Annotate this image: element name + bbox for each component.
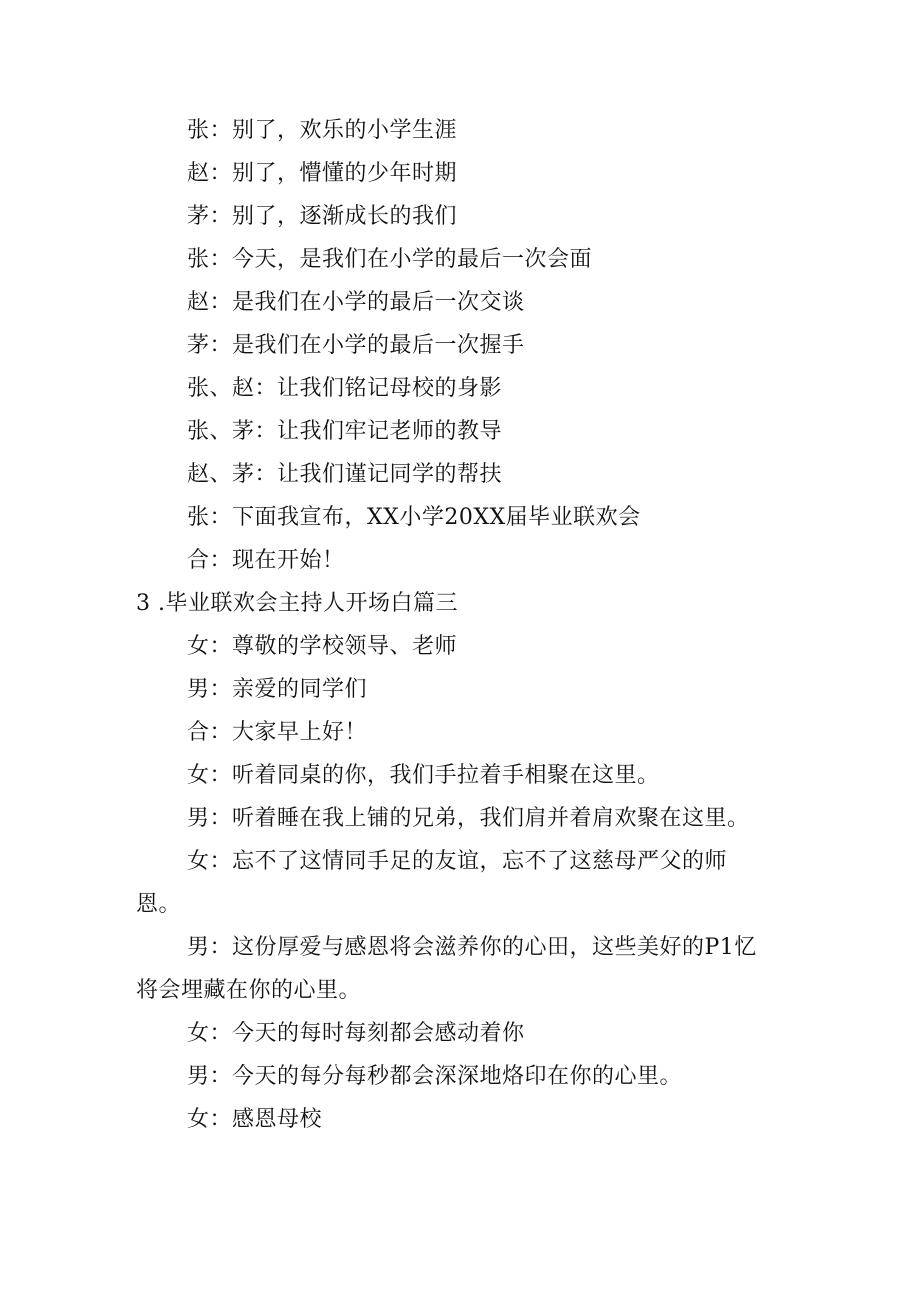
dialogue-continuation: 将会埋藏在你的心里。	[136, 978, 362, 1003]
dialogue-line: 女：忘不了这情同手足的友谊，忘不了这慈母严父的师	[187, 849, 728, 874]
dialogue-line: 张：别了，欢乐的小学生涯	[187, 118, 458, 143]
dialogue-line: 女：感恩母校	[187, 1107, 323, 1132]
dialogue-line: 合：大家早上好！	[187, 720, 368, 745]
dialogue-line: 赵：是我们在小学的最后一次交谈	[187, 290, 525, 315]
dialogue-continuation: 恩。	[136, 892, 182, 917]
dialogue-line: 女：今天的每时每刻都会感动着你	[187, 1021, 525, 1046]
dialogue-line: 张：今天，是我们在小学的最后一次会面	[187, 247, 593, 272]
dialogue-line: 合：现在开始！	[187, 548, 345, 573]
dialogue-line: 女：尊敬的学校领导、老师	[187, 634, 458, 659]
dialogue-line: 张、茅：让我们牢记老师的教导	[187, 419, 503, 444]
dialogue-line: 茅：别了，逐渐成长的我们	[187, 204, 458, 229]
dialogue-line: 茅：是我们在小学的最后一次握手	[187, 333, 525, 358]
dialogue-line: 男：今天的每分每秒都会深深地烙印在你的心里。	[187, 1064, 683, 1089]
dialogue-line: 女：听着同桌的你，我们手拉着手相聚在这里。	[187, 763, 660, 788]
dialogue-line: 赵、茅：让我们谨记同学的帮扶	[187, 462, 503, 487]
dialogue-line: 男：听着睡在我上铺的兄弟，我们肩并着肩欢聚在这里。	[187, 806, 750, 831]
dialogue-line: 男：这份厚爱与感恩将会滋养你的心田，这些美好的P1忆	[187, 935, 757, 960]
dialogue-line: 张、赵：让我们铭记母校的身影	[187, 376, 503, 401]
section-heading: 3 .毕业联欢会主持人开场白篇三	[136, 591, 458, 616]
dialogue-line: 赵：别了，懵懂的少年时期	[187, 161, 458, 186]
dialogue-line: 男：亲爱的同学们	[187, 677, 368, 702]
dialogue-line: 张：下面我宣布，XX小学20XX届毕业联欢会	[187, 505, 641, 530]
